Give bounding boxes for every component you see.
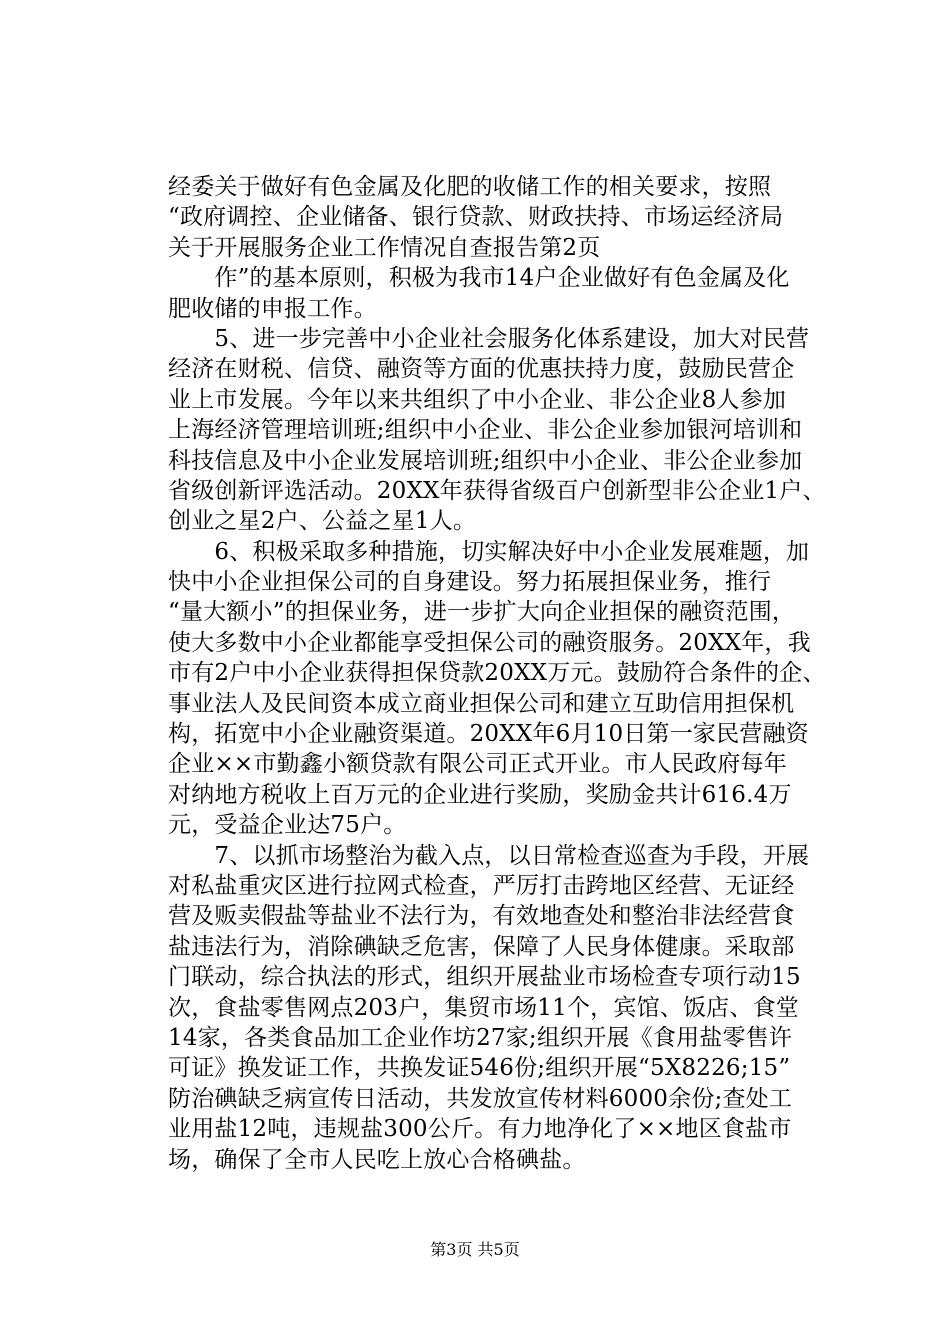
text-line: 门联动，综合执法的形式，组织开展盐业市场检查专项行动15 (168, 964, 801, 991)
text-line: “量大额小”的担保业务，进一步扩大向企业担保的融资范围， (168, 599, 796, 626)
text-line: 防治碘缺乏病宣传日活动，共发放宣传材料6000余份;查处工 (168, 1085, 793, 1112)
text-line: 14家，各类食品加工企业作坊27家;组织开展《食用盐零售许 (168, 1024, 793, 1051)
text-line: 经济在财税、信贷、融资等方面的优惠扶持力度，鼓励民营企 (168, 356, 795, 383)
text-line: 可证》换发证工作，共换发证546份;组织开展“5X8226;15” (168, 1055, 791, 1082)
text-line: 企业××市勤鑫小额贷款有限公司正式开业。市人民政府每年 (168, 751, 787, 778)
text-line: 次，食盐零售网点203户，集贸市场11个，宾馆、饭店、食堂 (168, 994, 799, 1021)
text-line: 业用盐12吨，违规盐300公斤。有力地净化了××地区食盐市 (168, 1116, 792, 1143)
text-line: 创业之星2户、公益之星1人。 (168, 508, 477, 535)
text-line: 经委关于做好有色金属及化肥的收储工作的相关要求，按照 (168, 174, 772, 200)
text-line: “政府调控、企业储备、银行贷款、财政扶持、市场运经济局 (168, 204, 784, 231)
text-line: 快中小企业担保公司的自身建设。努力拓展担保业务，推行 (168, 569, 772, 596)
text-line: 元，受益企业达75户。 (168, 812, 407, 839)
text-line: 对私盐重灾区进行拉网式检查，严厉打击跨地区经营、无证经 (168, 872, 795, 899)
text-line: 业上市发展。今年以来共组织了中小企业、非公企业8人参加 (168, 386, 787, 413)
text-line: 7、以抓市场整治为截入点，以日常检查巡查为手段，开展 (168, 842, 810, 869)
text-line: 营及贩卖假盐等盐业不法行为，有效地查处和整治非法经营食 (168, 903, 795, 930)
text-line: 场，确保了全市人民吃上放心合格碘盐。 (168, 1146, 586, 1173)
text-line: 市有2户中小企业获得担保贷款20XX万元。鼓励符合条件的企、 (168, 660, 826, 687)
text-line: 构，拓宽中小企业融资渠道。20XX年6月10日第一家民营融资 (168, 721, 809, 748)
text-line: 关于开展服务企业工作情况自查报告第2页 (168, 234, 601, 261)
text-line: 科技信息及中小企业发展培训班;组织中小企业、非公企业参加 (168, 447, 803, 474)
text-line: 5、进一步完善中小企业社会服务化体系建设，加大对民营 (168, 325, 810, 352)
text-line: 省级创新评选活动。20XX年获得省级百户创新型非公企业1户、 (168, 477, 826, 504)
text-line: 事业法人及民间资本成立商业担保公司和建立互助信用担保机 (168, 690, 795, 717)
document-body (168, 172, 840, 1175)
page-number: 第3页 共5页 (430, 1240, 520, 1259)
text-line: 作”的基本原则，积极为我市14户企业做好有色金属及化 (168, 265, 790, 292)
text-line: 盐违法行为，消除碘缺乏危害，保障了人民身体健康。采取部 (168, 933, 795, 960)
text-line: 上海经济管理培训班;组织中小企业、非公企业参加银河培训和 (168, 417, 803, 444)
text-line: 对纳地方税收上百万元的企业进行奖励，奖励金共计616.4万 (168, 781, 792, 808)
text-line: 肥收储的申报工作。 (168, 295, 377, 322)
text-line: 使大多数中小企业都能享受担保公司的融资服务。20XX年，我 (168, 629, 811, 656)
page-footer (0, 1240, 950, 1260)
text-line: 6、积极采取多种措施，切实解决好中小企业发展难题，加 (168, 538, 810, 565)
